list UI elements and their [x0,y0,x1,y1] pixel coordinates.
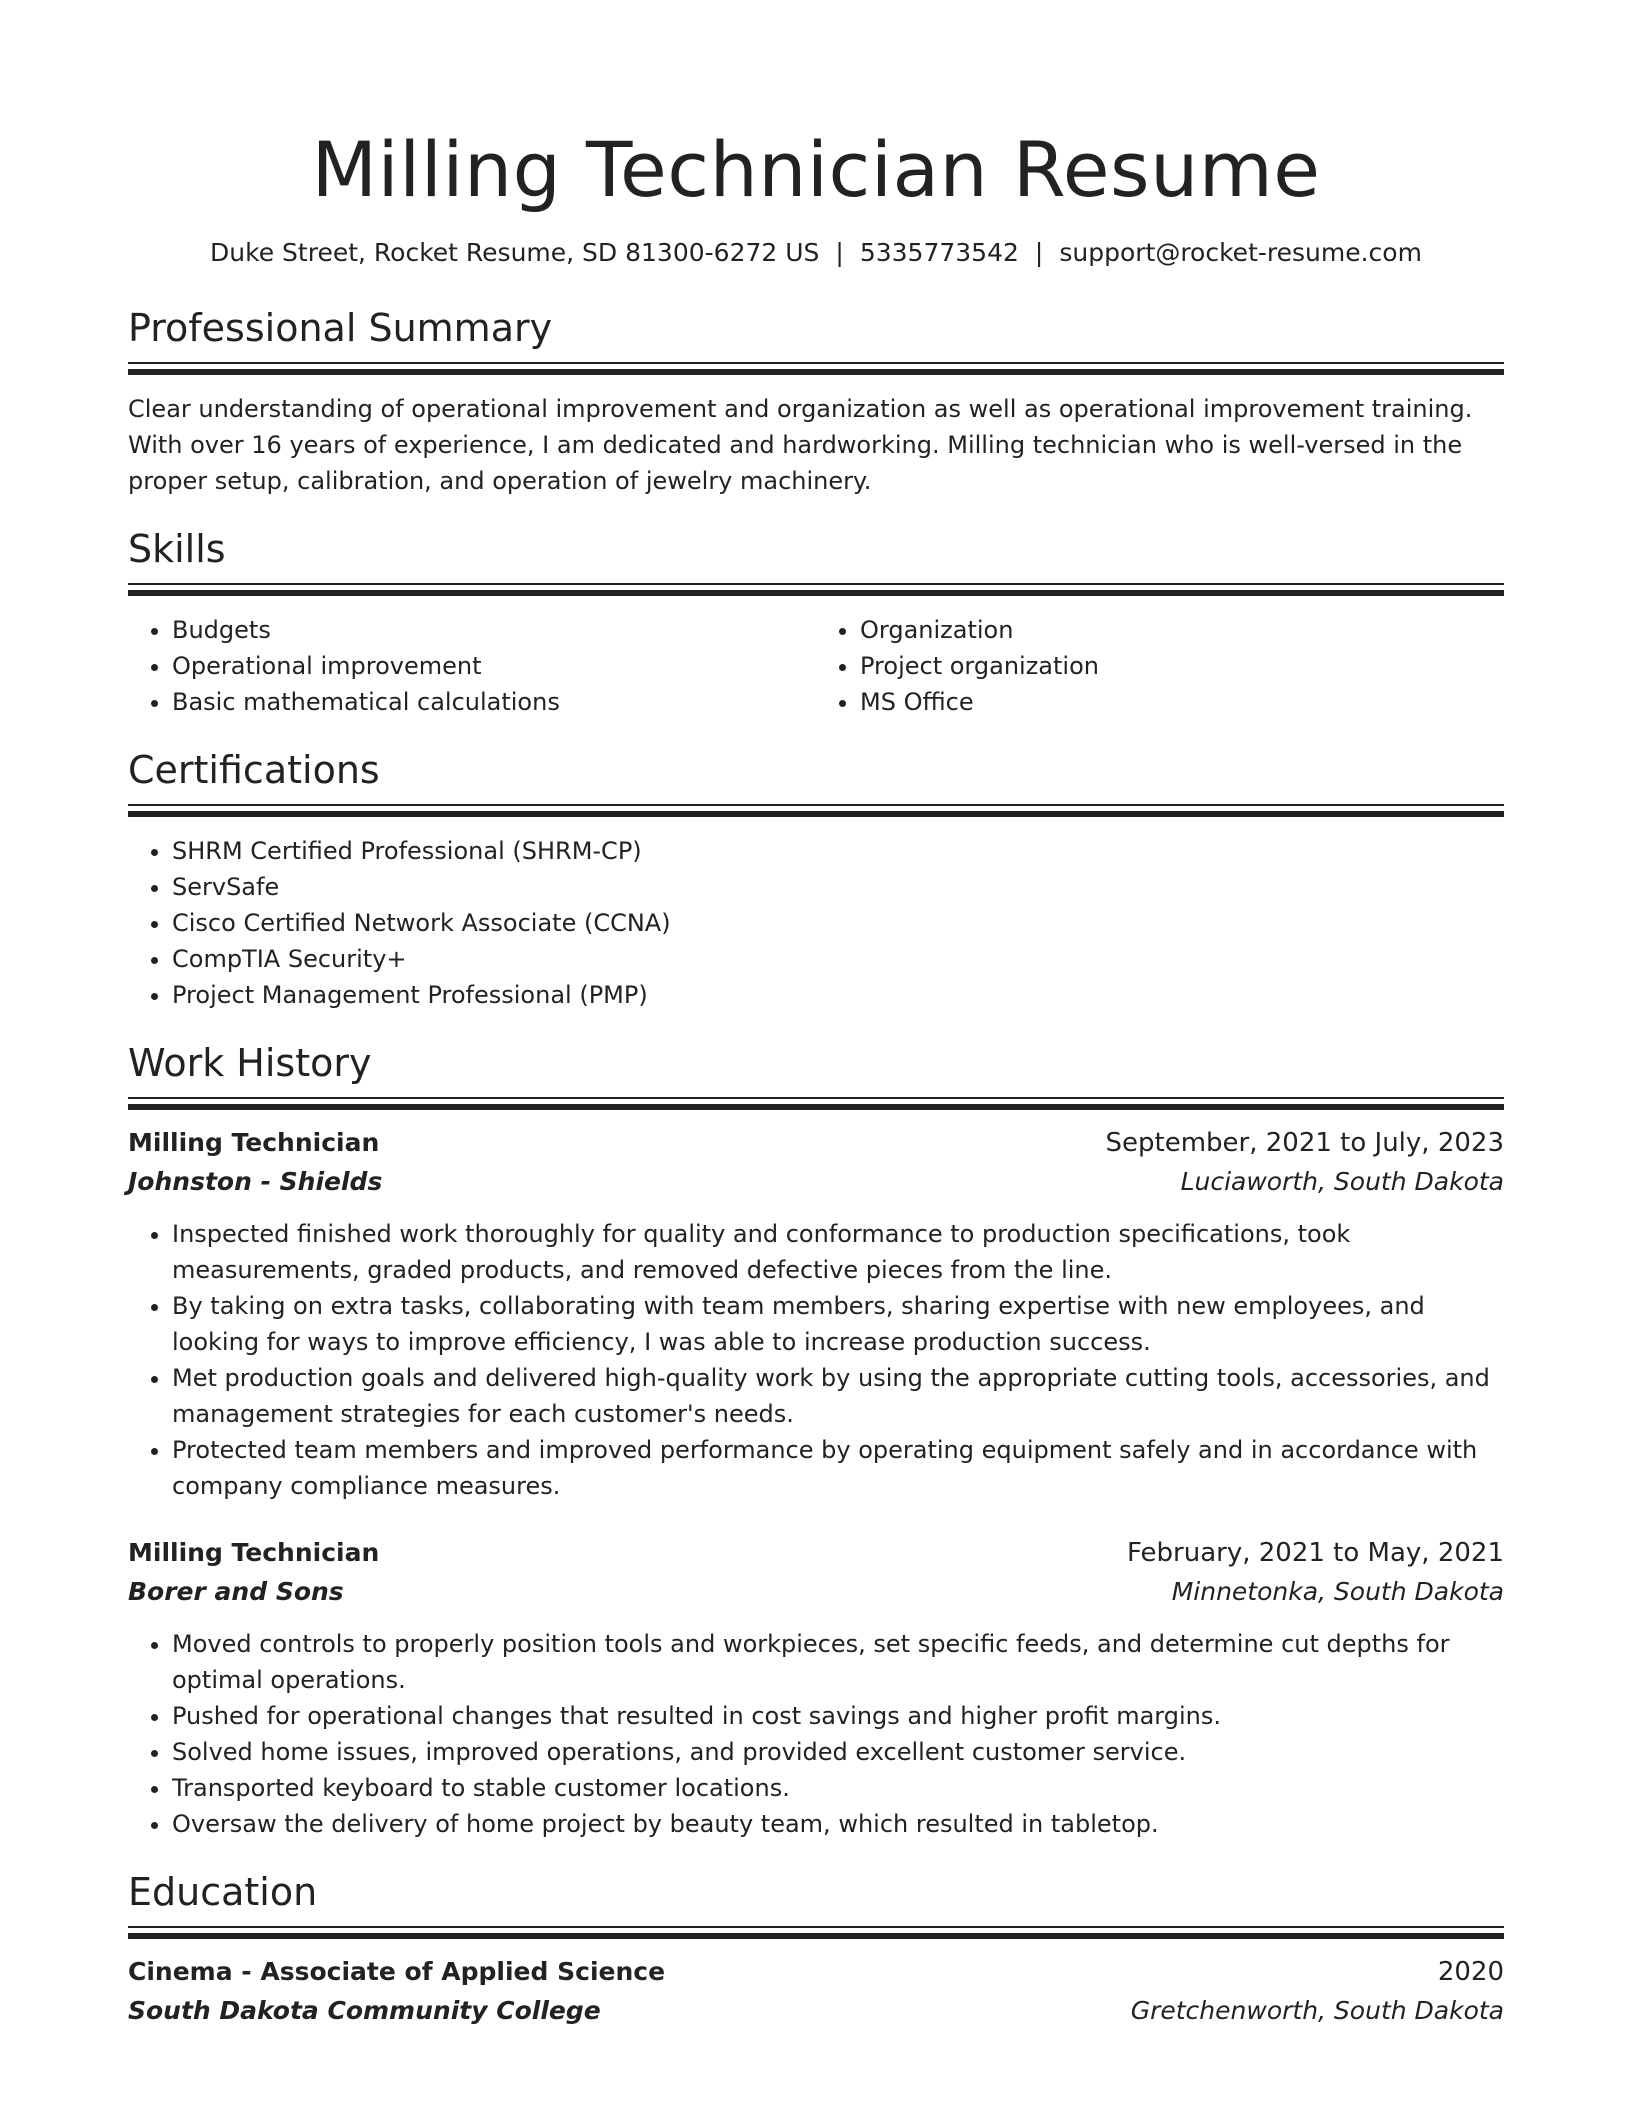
job-bullet: • Met production goals and delivered high-quality work by using the appropriate cutting tools, accessories, and management strategies for each customer's needs. [172,1360,1504,1432]
skill-item: • MS Office [860,684,1504,720]
skill-item: • Operational improvement [172,648,816,684]
job-bullet: • By taking on extra tasks, collaborating with team members, sharing expertise with new employees, and looking for ways to improve efficiency, I was able to increase production success. [172,1288,1504,1360]
skill-item: • Organization [860,612,1504,648]
section-divider [128,804,1504,817]
contact-line [128,236,1504,270]
job-header [128,1534,1504,1572]
job-company: Johnston - Shields [128,1167,383,1196]
section-divider [128,1097,1504,1110]
education-school: South Dakota Community College [128,1996,601,2025]
education-heading: Education [128,1870,318,1914]
skills-heading: Skills [128,527,226,571]
job-bullet: • Oversaw the delivery of home project by beauty team, which resulted in tabletop. [172,1806,1504,1842]
job-bullets [128,1216,1504,1504]
certification-item: • Cisco Certified Network Associate (CCNA) [172,905,1504,941]
work-heading: Work History [128,1041,372,1085]
job-dates: February, 2021 to May, 2021 [1127,1538,1504,1568]
job-title: Milling Technician [128,1128,380,1157]
contact-address: Duke Street, Rocket Resume, SD 81300-6272 US [210,238,820,267]
section-divider [128,583,1504,596]
education-entry [128,1953,1504,2031]
job-location: Luciaworth, South Dakota [1180,1167,1504,1196]
education-year: 2020 [1437,1957,1504,1987]
certification-item: • Project Management Professional (PMP) [172,977,1504,1013]
section-divider [128,1926,1504,1939]
certification-item: • ServSafe [172,869,1504,905]
contact-separator: | [1034,238,1044,267]
contact-phone: 5335773542 [859,238,1019,267]
certifications-section [128,746,1504,1013]
certification-item: • CompTIA Security+ [172,941,1504,977]
skills-columns [128,612,1504,720]
section-divider [128,362,1504,375]
certifications-heading: Certifications [128,748,380,792]
certification-item: • SHRM Certified Professional (SHRM-CP) [172,833,1504,869]
job-header [128,1124,1504,1162]
contact-email: support@rocket-resume.com [1059,238,1422,267]
job-subheader [128,1162,1504,1202]
job-dates: September, 2021 to July, 2023 [1105,1128,1504,1158]
job-bullet: • Pushed for operational changes that resulted in cost savings and higher profit margins. [172,1698,1504,1734]
certifications-list [128,833,1504,1013]
summary-section [128,304,1504,499]
contact-separator: | [835,238,844,267]
education-location: Gretchenworth, South Dakota [1130,1996,1504,2025]
job-bullets [128,1626,1504,1842]
job-company: Borer and Sons [128,1577,344,1606]
education-degree: Cinema - Associate of Applied Science [128,1957,666,1986]
job-location: Minnetonka, South Dakota [1171,1577,1504,1606]
work-section [128,1039,1504,1842]
job-subheader [128,1572,1504,1612]
resume-page [128,0,1504,2031]
job-bullet: • Moved controls to properly position tools and workpieces, set specific feeds, and determine cut depths for optimal operations. [172,1626,1504,1698]
summary-heading: Professional Summary [128,306,553,350]
skills-list-right [816,612,1504,720]
job-entry [128,1124,1504,1504]
education-header [128,1953,1504,1991]
resume-title: Milling Technician Resume [311,125,1321,214]
job-title: Milling Technician [128,1538,380,1567]
skill-item: • Project organization [860,648,1504,684]
job-bullet: • Transported keyboard to stable customer locations. [172,1770,1504,1806]
skills-list-left [128,612,816,720]
education-section [128,1868,1504,2031]
job-bullet: • Inspected finished work thoroughly for quality and conformance to production specifications, took measurements, graded products, and removed defective pieces from the line. [172,1216,1504,1288]
education-subheader [128,1991,1504,2031]
summary-text: Clear understanding of operational improvement and organization as well as operational improvement training. With over 16 years of experience, I am dedicated and hardworking. Milling technician who is well-versed in the proper setup, calibration, and operation of jewelry machinery. [128,395,1473,495]
job-entry [128,1534,1504,1842]
skill-item: • Budgets [172,612,816,648]
job-bullet: • Protected team members and improved performance by operating equipment safely and in accordance with company compliance measures. [172,1432,1504,1504]
job-bullet: • Solved home issues, improved operations, and provided excellent customer service. [172,1734,1504,1770]
skills-section [128,525,1504,720]
skill-item: • Basic mathematical calculations [172,684,816,720]
